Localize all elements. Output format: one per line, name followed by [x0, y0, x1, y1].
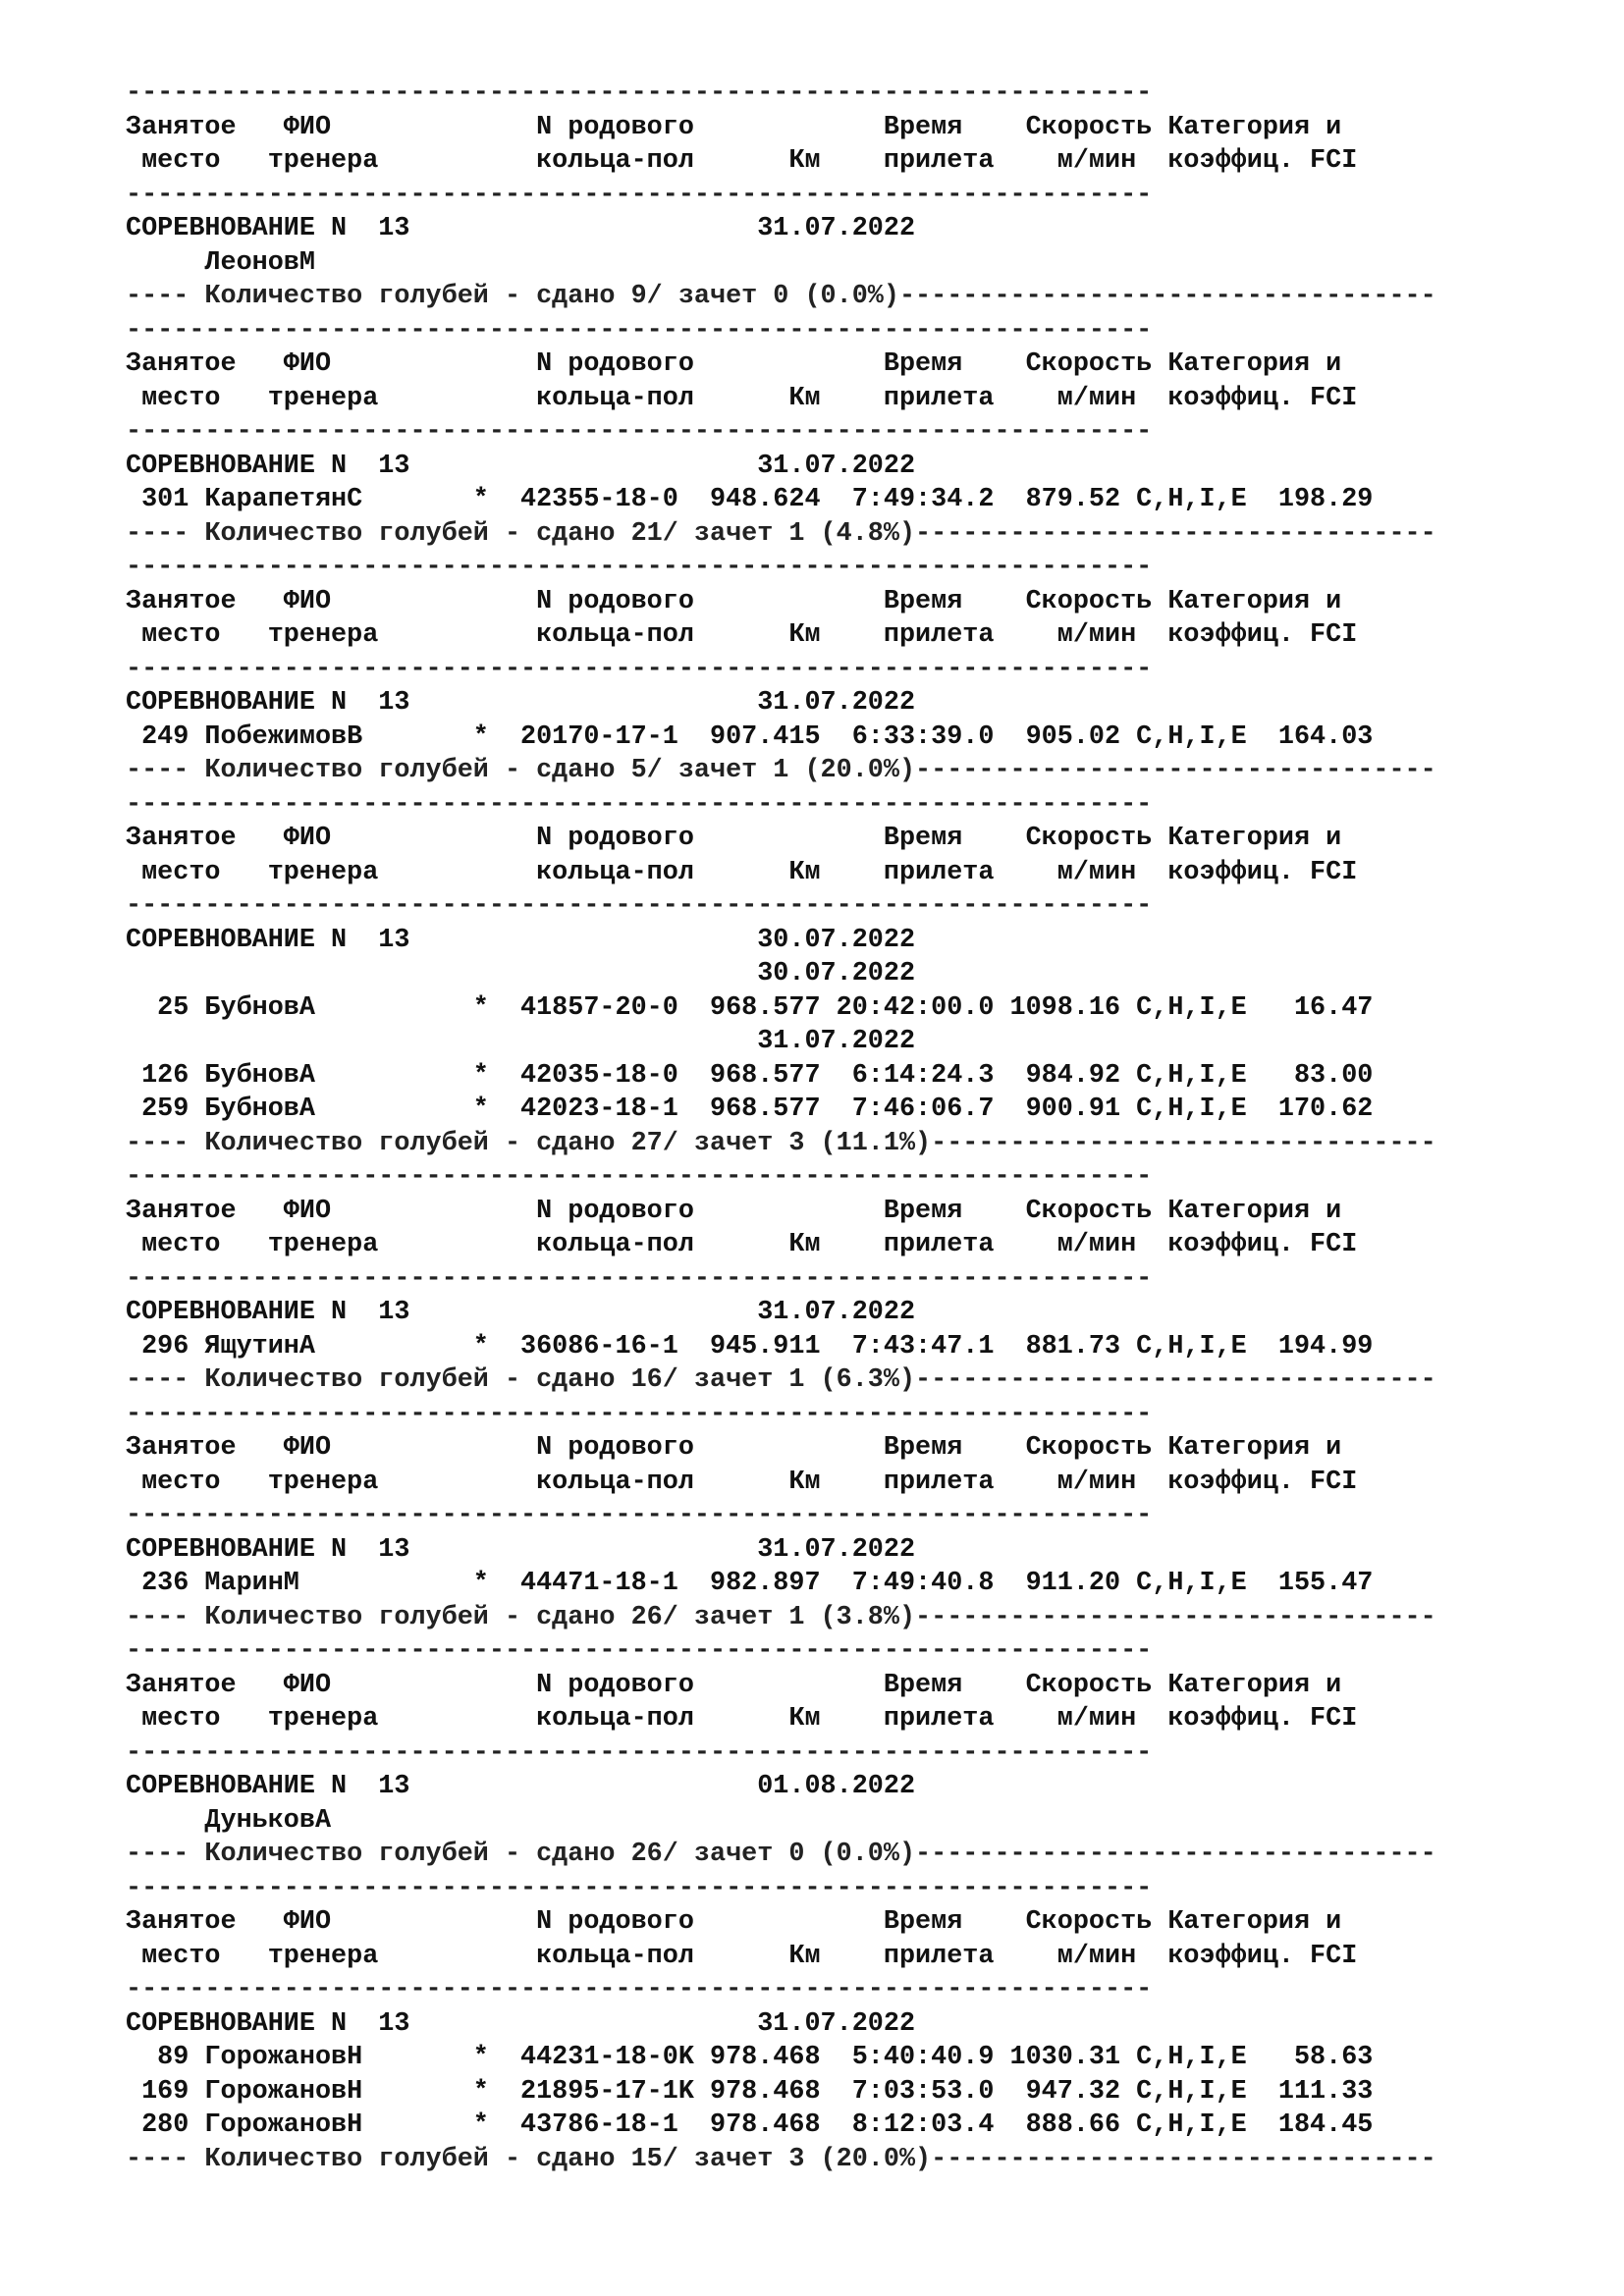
- summary-line: ---- Количество голубей - сдано 16/ зачет 1 (6.3%)---------------------------------: [126, 1365, 1436, 1395]
- arrival-date-line: 30.07.2022: [126, 959, 916, 988]
- column-header-line-2: место тренера кольца-пол Км прилета м/мин коэффиц. FCI: [126, 1941, 1358, 1971]
- separator-line: -----------------------------------------------------------------: [126, 891, 1153, 921]
- competition-title-line: СОРЕВНОВАНИЕ N 13 30.07.2022: [126, 925, 916, 955]
- column-header-line-1: Занятое ФИО N родового Время Скорость Категория и: [126, 1907, 1342, 1937]
- result-row: 25 БубновА * 41857-20-0 968.577 20:42:00.0 1098.16 C,H,I,E 16.47: [126, 992, 1374, 1023]
- arrival-date-line: 31.07.2022: [126, 1027, 916, 1056]
- separator-line: -----------------------------------------------------------------: [126, 1636, 1153, 1666]
- result-row: 126 БубновА * 42035-18-0 968.577 6:14:24.3 984.92 C,H,I,E 83.00: [126, 1060, 1374, 1091]
- competition-title-line: СОРЕВНОВАНИЕ N 13 31.07.2022: [126, 2008, 916, 2039]
- competition-title-line: СОРЕВНОВАНИЕ N 13 31.07.2022: [126, 214, 916, 243]
- summary-line: ---- Количество голубей - сдано 9/ зачет 0 (0.0%)----------------------------------: [126, 282, 1436, 311]
- column-header-line-1: Занятое ФИО N родового Время Скорость Категория и: [126, 586, 1342, 616]
- report-document: [126, 77, 1598, 2176]
- summary-line: ---- Количество голубей - сдано 27/ зачет 3 (11.1%)--------------------------------: [126, 1128, 1436, 1158]
- column-header-line-2: место тренера кольца-пол Км прилета м/мин коэффиц. FCI: [126, 1467, 1358, 1497]
- separator-line: -----------------------------------------------------------------: [126, 1263, 1153, 1294]
- separator-line: -----------------------------------------------------------------: [126, 180, 1153, 210]
- separator-line: -----------------------------------------------------------------: [126, 79, 1153, 108]
- column-header-line-1: Занятое ФИО N родового Время Скорость Категория и: [126, 112, 1342, 142]
- result-row: 259 БубновА * 42023-18-1 968.577 7:46:06.7 900.91 C,H,I,E 170.62: [126, 1095, 1374, 1124]
- separator-line: -----------------------------------------------------------------: [126, 1501, 1153, 1530]
- competition-title-line: СОРЕВНОВАНИЕ N 13 31.07.2022: [126, 451, 916, 481]
- result-row: 236 МаринМ * 44471-18-1 982.897 7:49:40.8 911.20 C,H,I,E 155.47: [126, 1569, 1374, 1598]
- separator-line: -----------------------------------------------------------------: [126, 654, 1153, 684]
- column-header-line-2: место тренера кольца-пол Км прилета м/мин коэффиц. FCI: [126, 1230, 1358, 1259]
- column-header-line-1: Занятое ФИО N родового Время Скорость Категория и: [126, 1196, 1342, 1226]
- column-header-line-1: Занятое ФИО N родового Время Скорость Категория и: [126, 1670, 1342, 1700]
- separator-line: -----------------------------------------------------------------: [126, 315, 1153, 346]
- separator-line: -----------------------------------------------------------------: [126, 1737, 1153, 1768]
- competition-title-line: СОРЕВНОВАНИЕ N 13 31.07.2022: [126, 1534, 916, 1565]
- separator-line: -----------------------------------------------------------------: [126, 417, 1153, 447]
- separator-line: -----------------------------------------------------------------: [126, 1399, 1153, 1429]
- column-header-line-2: место тренера кольца-пол Км прилета м/мин коэффиц. FCI: [126, 1704, 1358, 1734]
- summary-line: ---- Количество голубей - сдано 26/ зачет 1 (3.8%)---------------------------------: [126, 1602, 1436, 1632]
- participant-name-row: ДуньковА: [126, 1805, 332, 1836]
- column-header-line-1: Занятое ФИО N родового Время Скорость Категория и: [126, 1433, 1342, 1463]
- column-header-line-2: место тренера кольца-пол Км прилета м/мин коэффиц. FCI: [126, 383, 1358, 413]
- result-row: 169 ГорожановН * 21895-17-1K 978.468 7:03:53.0 947.32 C,H,I,E 111.33: [126, 2076, 1374, 2107]
- separator-line: -----------------------------------------------------------------: [126, 1162, 1153, 1192]
- column-header-line-2: место тренера кольца-пол Км прилета м/мин коэффиц. FCI: [126, 857, 1358, 887]
- competition-title-line: СОРЕВНОВАНИЕ N 13 31.07.2022: [126, 688, 916, 718]
- result-row: 89 ГорожановН * 44231-18-0K 978.468 5:40:40.9 1030.31 C,H,I,E 58.63: [126, 2043, 1374, 2072]
- result-row: 296 ЯщутинА * 36086-16-1 945.911 7:43:47.1 881.73 C,H,I,E 194.99: [126, 1331, 1374, 1362]
- separator-line: -----------------------------------------------------------------: [126, 1873, 1153, 1903]
- result-row: 301 КарапетянС * 42355-18-0 948.624 7:49:34.2 879.52 C,H,I,E 198.29: [126, 485, 1374, 514]
- summary-line: ---- Количество голубей - сдано 15/ зачет 3 (20.0%)--------------------------------: [126, 2144, 1436, 2174]
- competition-title-line: СОРЕВНОВАНИЕ N 13 01.08.2022: [126, 1772, 916, 1801]
- separator-line: -----------------------------------------------------------------: [126, 553, 1153, 582]
- column-header-line-2: место тренера кольца-пол Км прилета м/мин коэффиц. FCI: [126, 620, 1358, 650]
- summary-line: ---- Количество голубей - сдано 5/ зачет 1 (20.0%)---------------------------------: [126, 756, 1436, 785]
- summary-line: ---- Количество голубей - сдано 26/ зачет 0 (0.0%)---------------------------------: [126, 1840, 1436, 1869]
- competition-title-line: СОРЕВНОВАНИЕ N 13 31.07.2022: [126, 1298, 916, 1327]
- result-row: 249 ПобежимовВ * 20170-17-1 907.415 6:33:39.0 905.02 C,H,I,E 164.03: [126, 721, 1374, 752]
- separator-line: -----------------------------------------------------------------: [126, 789, 1153, 820]
- result-row: 280 ГорожановН * 43786-18-1 978.468 8:12:03.4 888.66 C,H,I,E 184.45: [126, 2110, 1374, 2140]
- participant-name-row: ЛеоновМ: [126, 247, 315, 278]
- column-header-line-1: Занятое ФИО N родового Время Скорость Категория и: [126, 824, 1342, 853]
- column-header-line-1: Занятое ФИО N родового Время Скорость Категория и: [126, 349, 1342, 379]
- separator-line: -----------------------------------------------------------------: [126, 1975, 1153, 2004]
- summary-line: ---- Количество голубей - сдано 21/ зачет 1 (4.8%)---------------------------------: [126, 518, 1436, 549]
- column-header-line-2: место тренера кольца-пол Км прилета м/мин коэффиц. FCI: [126, 146, 1358, 176]
